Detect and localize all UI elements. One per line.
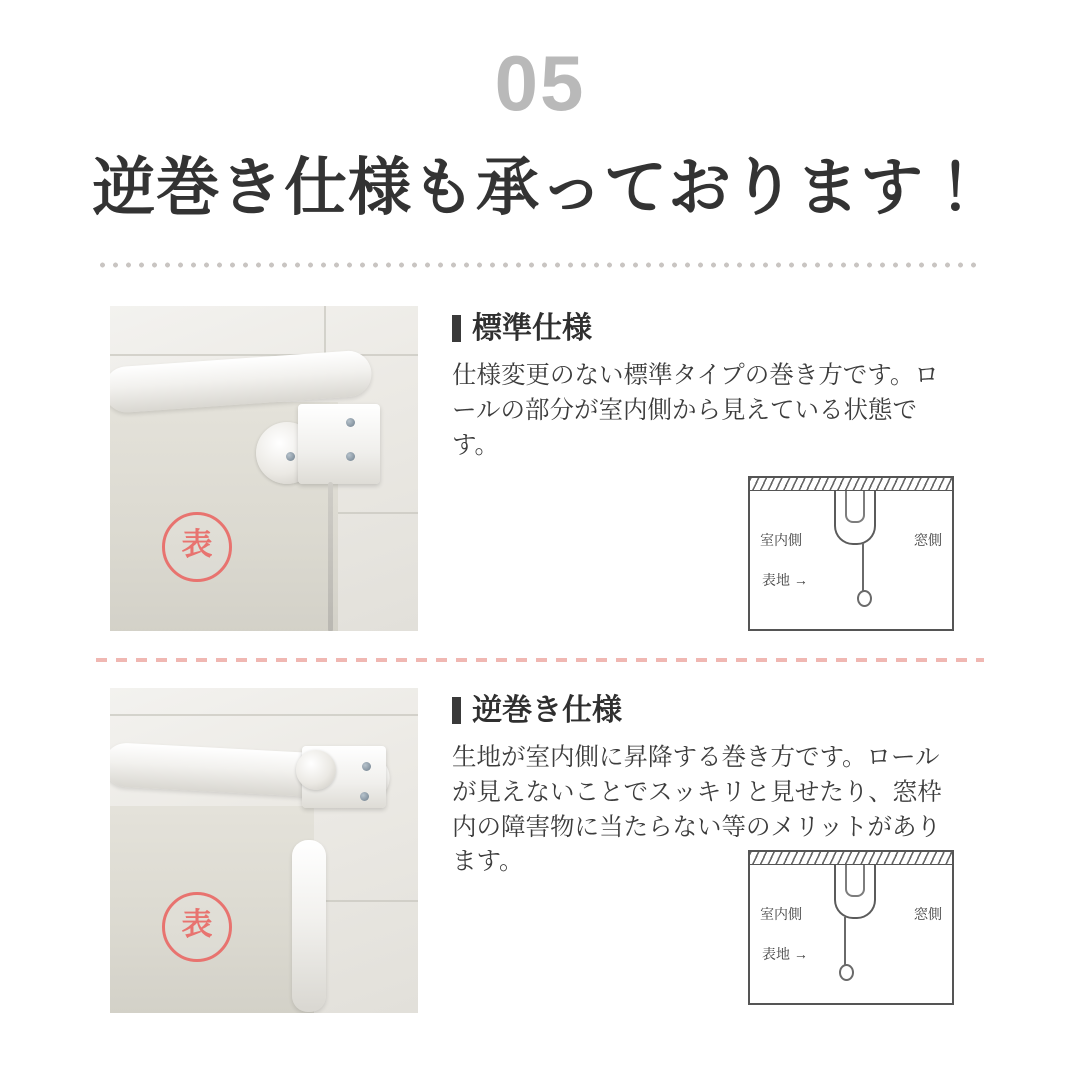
body-standard: 仕様変更のない標準タイプの巻き方です。ロールの部分が室内側から見えている状態です。 [452,362,939,459]
subheading-reverse-label: 逆巻き仕様 [472,694,622,727]
weight-stem [844,917,846,965]
heading-marker-icon [452,315,461,342]
operating-chain [328,482,333,631]
roll-inner-shape [845,491,865,523]
diagram-standard-winding [748,476,954,631]
photo-standard-roller-shade [110,306,418,631]
side-rail [292,840,326,1012]
weight-ring-icon [839,964,854,981]
body-reverse: 生地が室内側に昇降する巻き方です。ロールが見えないことでスッキリと見せたり、窓枠内の障害物に当たらない等のメリットがあります。 [452,744,942,876]
section-reverse [0,688,1080,1018]
diagram-label-indoor: 室内側 [760,906,802,922]
photo-reverse-roller-shade [110,688,418,1013]
diagram-label-fabric: 表地 → [762,572,808,588]
subheading-standard-label: 標準仕様 [472,312,592,345]
diagram-label-window: 窓側 [914,532,942,548]
end-cap-screw-icon [286,452,295,461]
roller-end-cap [296,750,336,790]
bracket-screw-icon [362,762,371,771]
wall-seam-line [324,306,326,354]
bracket-screw-icon [346,452,355,461]
ceiling-hatch-icon [750,478,952,491]
page-title: 逆巻き仕様も承っております！ [92,153,988,223]
subheading-standard [452,312,968,345]
wall-seam-line [110,714,418,716]
subheading-reverse [452,694,968,727]
front-side-stamp: 表 [162,892,232,962]
text-standard [452,312,968,463]
diagram-label-window: 窓側 [914,906,942,922]
front-side-stamp: 表 [162,512,232,582]
diagram-label-indoor: 室内側 [760,532,802,548]
bracket-screw-icon [360,792,369,801]
heading-marker-icon [452,697,461,724]
ceiling-hatch-icon [750,852,952,865]
dotted-divider [96,262,984,268]
section-standard [0,306,1080,636]
diagram-reverse-winding [748,850,954,1005]
bracket-screw-icon [346,418,355,427]
weight-stem [862,543,864,591]
weight-ring-icon [857,590,872,607]
page-number: 05 [494,39,586,127]
diagram-label-fabric: 表地 → [762,946,808,962]
section-divider [96,658,984,662]
mounting-bracket [298,404,380,484]
roll-inner-shape [845,865,865,897]
